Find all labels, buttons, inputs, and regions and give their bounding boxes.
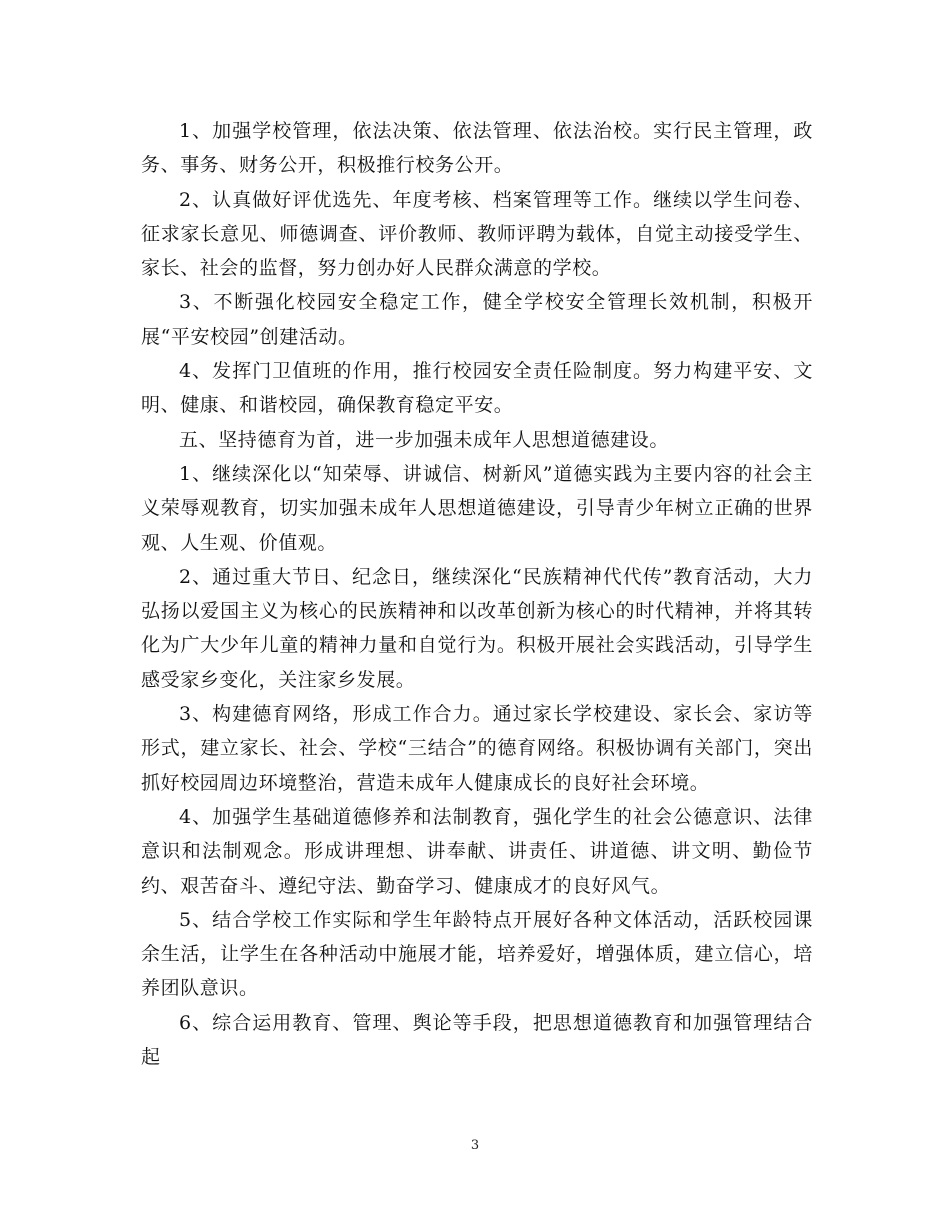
paragraph-evaluation: 2、认真做好评优选先、年度考核、档案管理等工作。继续以学生问卷、征求家长意见、师德调查、评价教师、教师评聘为载体，自觉主动接受学生、家长、社会的监督，努力创办好人民群众满意的学校。 xyxy=(141,188,813,280)
paragraph-guard-duty: 4、发挥门卫值班的作用，推行校园安全责任险制度。努力构建平安、文明、健康、和谐校园，确保教育稳定平安。 xyxy=(141,360,813,417)
section-heading-moral-education: 五、坚持德育为首，进一步加强未成年人思想道德建设。 xyxy=(179,428,670,451)
paragraph-cultural-activities: 5、结合学校工作实际和学生年龄特点开展好各种文体活动，活跃校园课余生活，让学生在各种活动中施展才能，培养爱好，增强体质，建立信心，培养团队意识。 xyxy=(141,908,813,1000)
paragraph-moral-network: 3、构建德育网络，形成工作合力。通过家长学校建设、家长会、家访等形式，建立家长、社会、学校“三结合”的德育网络。积极协调有关部门，突出抓好校园周边环境整治，营造未成年人健康成长的良好社会环境。 xyxy=(141,703,813,794)
paragraph-national-spirit: 2、通过重大节日、纪念日，继续深化“民族精神代代传”教育活动，大力弘扬以爱国主义为核心的民族精神和以改革创新为核心的时代精神，并将其转化为广大少年儿童的精神力量和自觉行为。积极开展社会实践活动，引导学生感受家乡变化，关注家乡发展。 xyxy=(141,565,813,691)
paragraph-legal-education: 4、加强学生基础道德修养和法制教育，强化学生的社会公德意识、法律意识和法制观念。形成讲理想、讲奉献、讲责任、讲道德、讲文明、勤俭节约、艰苦奋斗、遵纪守法、勤奋学习、健康成才的良好风气。 xyxy=(141,805,813,897)
paragraph-campus-safety: 3、不断强化校园安全稳定工作，健全学校安全管理长效机制，积极开展“平安校园”创建活动。 xyxy=(141,291,813,348)
paragraph-honor-disgrace: 1、继续深化以“知荣辱、讲诚信、树新风”道德实践为主要内容的社会主义荣辱观教育，切实加强未成年人思想道德建设，引导青少年树立正确的世界观、人生观、价值观。 xyxy=(141,462,813,554)
body-text xyxy=(141,114,813,1074)
paragraph-comprehensive-means: 6、综合运用教育、管理、舆论等手段，把思想道德教育和加强管理结合起 xyxy=(141,1011,813,1069)
paragraph-management: 1、加强学校管理，依法决策、依法管理、依法治校。实行民主管理，政务、事务、财务公开，积极推行校务公开。 xyxy=(141,120,813,177)
page-number: 3 xyxy=(470,1138,480,1153)
